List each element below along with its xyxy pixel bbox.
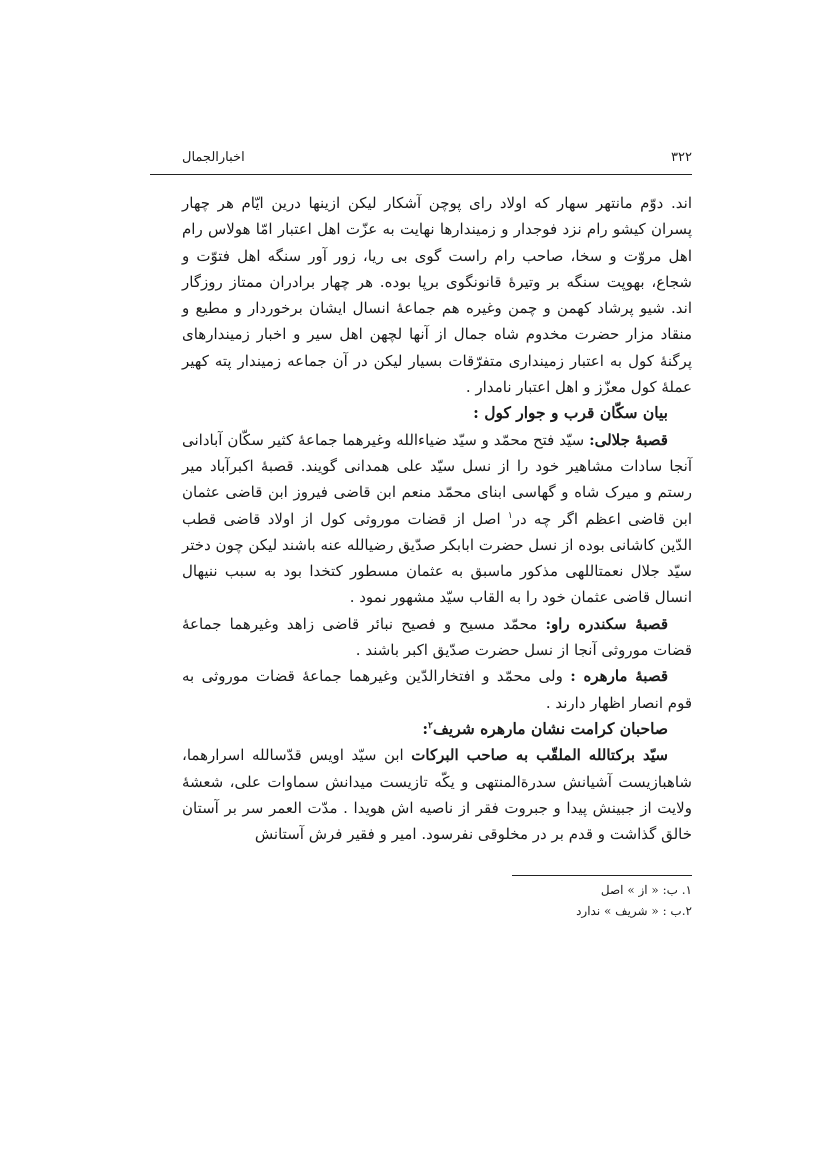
header-rule	[150, 174, 692, 175]
page-header	[182, 148, 692, 174]
running-title: اخبارالجمال	[182, 150, 245, 165]
footnote-ref-2: ۲	[428, 720, 433, 731]
jalali-text-b: اصل از قضات موروثی کول از اولاد قاضی قطب الدّین کاشانی بوده از نسل حضرت ابابکر صدّیق رضیالله عنه باشند لیکن چون دختر سیّد جلال نعمتاللهی مذکور ماسبق به عثمان مسطور کتخدا بود به سبب ننیهال انسال قاضی عثمان خود را به القاب سیّد مشهور نمود .	[182, 509, 692, 607]
paragraph-1: اند. دوّم مانتهر سهار که اولاد رای پوچن آشکار لیکن ازینها درین ایّام هر چهار پسران کیشو رام نزد فوجدار و زمیندارها نهایت به عزّت اهل اعتبار امّا هولاس رام اهل مروّت و سخا، صاحب رام راست گوی بی ریا، زور آور سنگه اهل فتوّت و شجاع، بهوپت سنگه بر وتیرۀ قانونگوی برپا بوده. هر چهار برادران ممتاز روزگار اند. شیو پرشاد کهمن و چمن وغیره هم جماعۀ انسال ایشان برخوردار و مطیع و منقاد مزار حضرت مخدوم شاه جمال از آنها لچهن اهل سیر و اخبار زمیندارهای پرگنۀ کول به اعتبار زمینداری متفرّقات بسیار لیکن در آن جماعه زمیندار پته کهیر عملۀ کول معزّز و اهل اعتبار نامدار .	[182, 194, 692, 397]
marehra-text: ولی محمّد و افتخارالدّین وغیرهما جماعۀ قضات موروثی به قوم انصار اظهار دارند .	[182, 667, 692, 712]
barakatullah-lead: سیّد برکتالله الملقّب به صاحب البرکات	[411, 746, 668, 765]
marehra-lead: قصبۀ مارهره :	[570, 667, 669, 686]
footnote-rule	[512, 875, 692, 876]
paragraph-marehra	[182, 663, 692, 716]
jalali-lead: قصبۀ جلالی:	[589, 430, 668, 449]
footnote-1: ۱. ب: « از » اصل	[600, 883, 692, 897]
heading2-colon: :	[422, 718, 429, 738]
footnote-ref-1: ۱	[507, 510, 513, 521]
jalali-text-a: سیّد فتح محمّد و سیّد ضیاءالله وغیرهما جماعۀ کثیر سکّان آبادانی آنجا سادات مشاهیر خود را از نسل سیّد علی همدانی گویند. قصبۀ اکبرآباد میر رستم و میرک شاه و گهاسی ابنای محمّد منعم ابن قاضی فیروز ابن قاضی عثمان ابن قاضی اعظم اگر چه در	[182, 430, 692, 528]
sikandra-lead: قصبۀ سکندره راو:	[545, 614, 668, 633]
paragraph-barakatullah	[182, 742, 692, 847]
barakatullah-text: ابن سیّد اویس قدّسالله اسرارهما، شاهبازیست آشیانش سدرةالمنتهی و یکّه تازیست میدانش سماوات علی، شعشۀ ولایت از جبینش پیدا و جبروت فقر از ناصیه اش هویدا . مدّت العمر سر بر آستان خالق گذاشت و قدم بر در مخلوقی نفرسود. امیر و فقیر فرش آستانش	[182, 746, 692, 844]
page-number: ۳۲۲	[671, 150, 692, 165]
footnotes	[482, 880, 692, 922]
main-text	[182, 190, 692, 847]
section-heading-surroundings: بیان سکّان قرب و جوار کول :	[473, 403, 668, 423]
paragraph-jalali	[182, 427, 692, 611]
section-heading-marehra-saints	[182, 716, 692, 742]
paragraph-sikandra	[182, 611, 692, 664]
sikandra-text: محمّد مسیح و فصیح نبائر قاضی زاهد وغیرهما جماعۀ قضات موروثی آنجا از نسل حضرت صدّیق اکبر باشند .	[182, 614, 692, 660]
heading2-text: صاحبان کرامت نشان مارهره شریف	[432, 718, 668, 738]
footnote-2: ۲.ب : « شریف » ندارد	[576, 904, 692, 918]
